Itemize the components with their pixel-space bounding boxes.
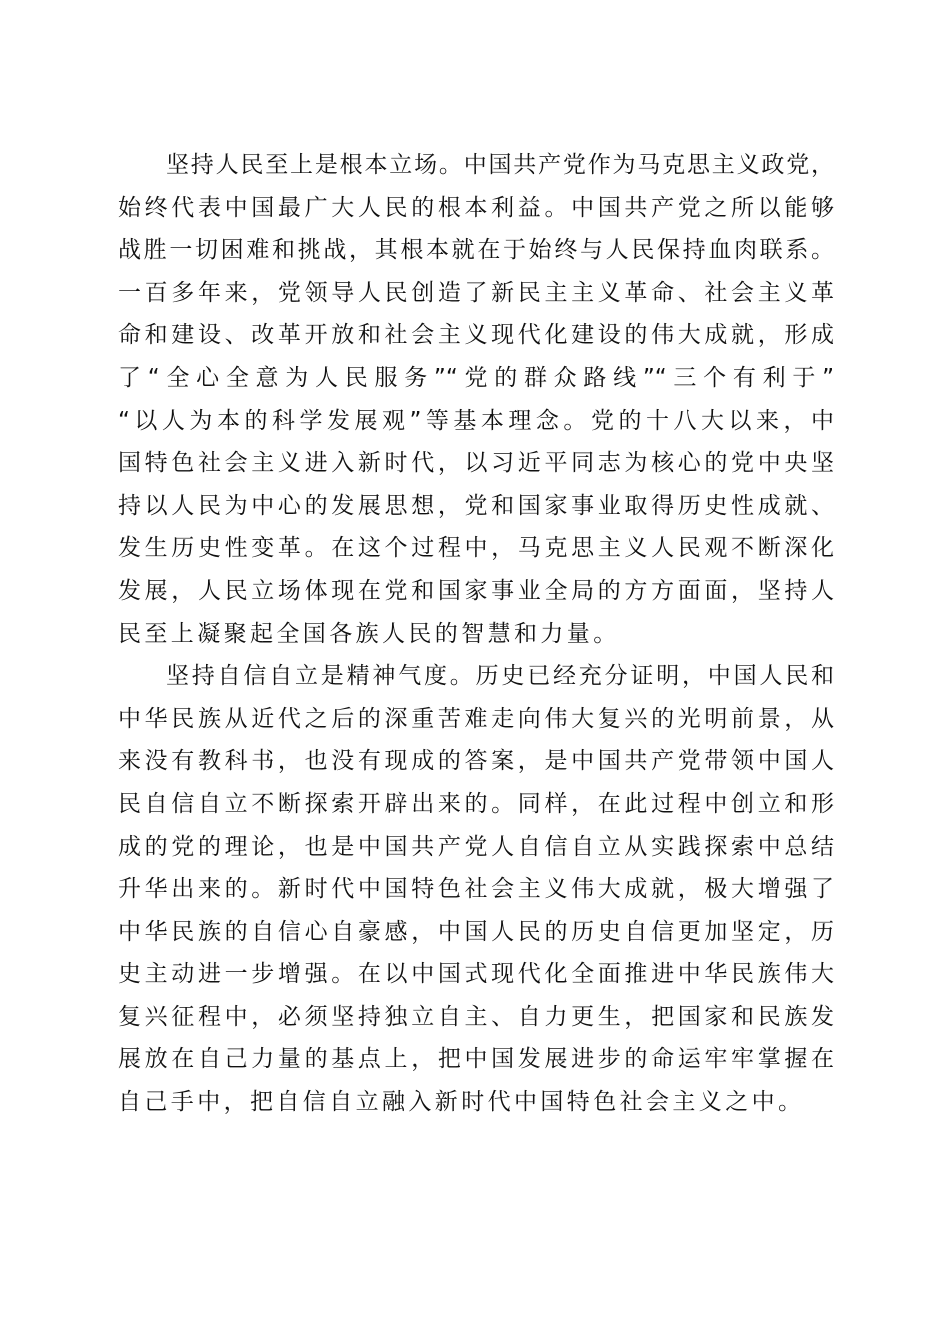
text-line: 坚持人民至上是根本立场。中国共产党作为马克思主义政党， [166, 152, 834, 178]
text-line: 民自信自立不断探索开辟出来的。同样，在此过程中创立和形 [118, 790, 834, 817]
text-line: 中华民族从近代之后的深重苦难走向伟大复兴的光明前景，从 [118, 705, 834, 732]
text-line: 一百多年来，党领导人民创造了新民主主义革命、社会主义革 [118, 279, 834, 306]
text-line: 展放在自己力量的基点上，把中国发展进步的命运牢牢掌握在 [118, 1046, 834, 1073]
text-line: 坚持自信自立是精神气度。历史已经充分证明，中国人民和 [166, 663, 834, 690]
text-line: 民至上凝聚起全国各族人民的智慧和力量。 [118, 620, 620, 647]
text-line: 自己手中，把自信自立融入新时代中国特色社会主义之中。 [118, 1089, 805, 1116]
text-line: 来没有教科书，也没有现成的答案，是中国共产党带领中国人 [118, 748, 834, 775]
text-line: 史主动进一步增强。在以中国式现代化全面推进中华民族伟大 [118, 961, 834, 988]
text-line: 始终代表中国最广大人民的根本利益。中国共产党之所以能够 [118, 194, 834, 221]
text-line: 命和建设、改革开放和社会主义现代化建设的伟大成就，形成 [118, 322, 834, 349]
text-line: 发生历史性变革。在这个过程中，马克思主义人民观不断深化 [118, 535, 834, 562]
text-line: 复兴征程中，必须坚持独立自主、自力更生，把国家和民族发 [118, 1003, 834, 1030]
paragraph [118, 655, 834, 1124]
text-line: 战胜一切困难和挑战，其根本就在于始终与人民保持血肉联系。 [118, 237, 834, 264]
text-line: 升华出来的。新时代中国特色社会主义伟大成就，极大增强了 [118, 876, 834, 903]
text-line: 中华民族的自信心自豪感，中国人民的历史自信更加坚定，历 [118, 918, 834, 945]
document-page [118, 144, 834, 1124]
text-line: 持以人民为中心的发展思想，党和国家事业取得历史性成就、 [118, 492, 834, 519]
text-line: 成的党的理论，也是中国共产党人自信自立从实践探索中总结 [118, 833, 834, 860]
text-line: 发展，人民立场体现在党和国家事业全局的方方面面，坚持人 [118, 577, 834, 604]
text-line: 国特色社会主义进入新时代，以习近平同志为核心的党中央坚 [118, 450, 834, 477]
text-line: 了“全心全意为人民服务”“党的群众路线”“三个有利于” [118, 364, 834, 391]
paragraph [118, 144, 834, 655]
text-line: “以人为本的科学发展观”等基本理念。党的十八大以来，中 [118, 407, 834, 434]
